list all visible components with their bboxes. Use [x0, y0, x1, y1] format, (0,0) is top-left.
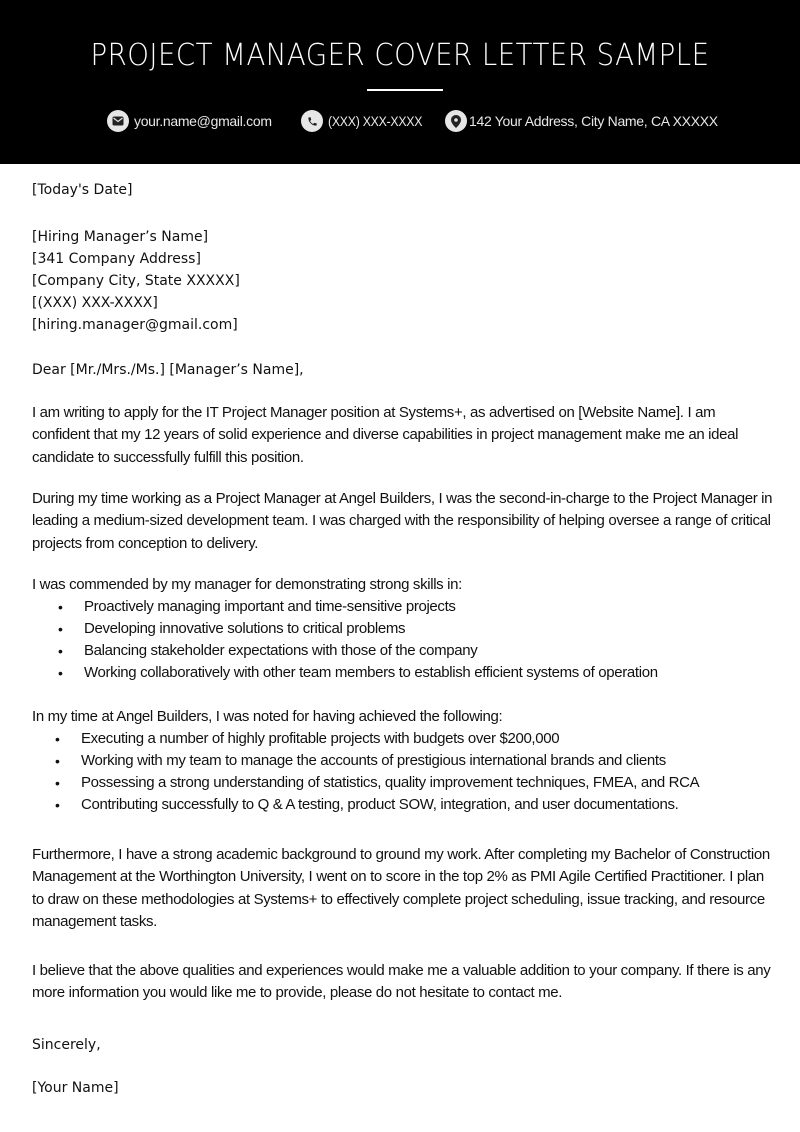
signature: [Your Name]	[32, 1080, 119, 1096]
list-item: • Developing innovative solutions to critical problems	[32, 618, 658, 640]
list-item: • Executing a number of highly profitable projects with budgets over $200,000	[32, 728, 699, 750]
recipient-block	[32, 226, 240, 336]
header-banner	[0, 0, 800, 164]
contact-email	[107, 109, 272, 133]
list-item: • Contributing successfully to Q & A testing, product SOW, integration, and user documentations.	[32, 794, 699, 816]
envelope-icon	[107, 110, 129, 132]
contact-phone	[301, 109, 435, 133]
contact-phone-text: (XXX) XXX-XXXX	[328, 113, 423, 129]
sign-off: Sincerely,	[32, 1037, 101, 1053]
contact-email-text: your.name@gmail.com	[134, 113, 272, 129]
list-item: • Proactively managing important and time-sensitive projects	[32, 596, 658, 618]
recipient-phone: [(XXX) XXX-XXXX]	[32, 295, 158, 311]
achievements-list	[32, 728, 699, 816]
list-item: • Possessing a strong understanding of statistics, quality improvement techniques, FMEA, and RCA	[32, 772, 699, 794]
recipient-city: [Company City, State XXXXX]	[32, 273, 240, 289]
list-item: • Working collaboratively with other team members to establish efficient systems of operation	[32, 662, 658, 684]
salutation: Dear [Mr./Mrs./Ms.] [Manager’s Name],	[32, 362, 304, 378]
skills-intro: I was commended by my manager for demonstrating strong skills in:	[32, 576, 462, 593]
paragraph-intro: I am writing to apply for the IT Project Manager position at Systems+, as advertised on [Website Name]. I am confident that my 12 years of solid experience and diverse capabilities in project management make me an ideal candidate to successfully fulfill this position.	[32, 404, 739, 466]
paragraph-education: Furthermore, I have a strong academic background to ground my work. After completing my Bachelor of Construction Management at the Worthington University, I went on to score in the top 2% as PMI Agile Certified Practitioner. I plan to draw on these methodologies at Systems+ to effectively complete project scheduling, issue tracking, and resource management tasks.	[32, 846, 770, 930]
phone-icon	[301, 110, 323, 132]
contact-address-text: 142 Your Address, City Name, CA XXXXX	[469, 113, 718, 129]
paragraph-experience: During my time working as a Project Manager at Angel Builders, I was the second-in-charge to the Project Manager in leading a medium-sized development team. I was charged with the responsibility of helping oversee a range of critical projects from conception to delivery.	[32, 490, 773, 552]
list-item: • Balancing stakeholder expectations with those of the company	[32, 640, 658, 662]
list-item: • Working with my team to manage the accounts of prestigious international brands and clients	[32, 750, 699, 772]
recipient-address: [341 Company Address]	[32, 251, 201, 267]
paragraph-closing: I believe that the above qualities and experiences would make me a valuable addition to your company. If there is any more information you would like me to provide, please do not hesitate to contact me.	[32, 962, 771, 1002]
recipient-name: [Hiring Manager’s Name]	[32, 229, 209, 245]
contact-address	[445, 109, 718, 133]
letter-date: [Today's Date]	[32, 182, 133, 198]
recipient-email: [hiring.manager@gmail.com]	[32, 317, 238, 333]
skills-section	[32, 574, 658, 684]
page-title: PROJECT MANAGER COVER LETTER SAMPLE	[90, 38, 710, 73]
title-divider	[367, 89, 443, 91]
location-pin-icon	[445, 110, 467, 132]
skills-list	[32, 596, 658, 684]
achievements-section	[32, 706, 699, 816]
achievements-intro: In my time at Angel Builders, I was noted for having achieved the following:	[32, 708, 503, 725]
